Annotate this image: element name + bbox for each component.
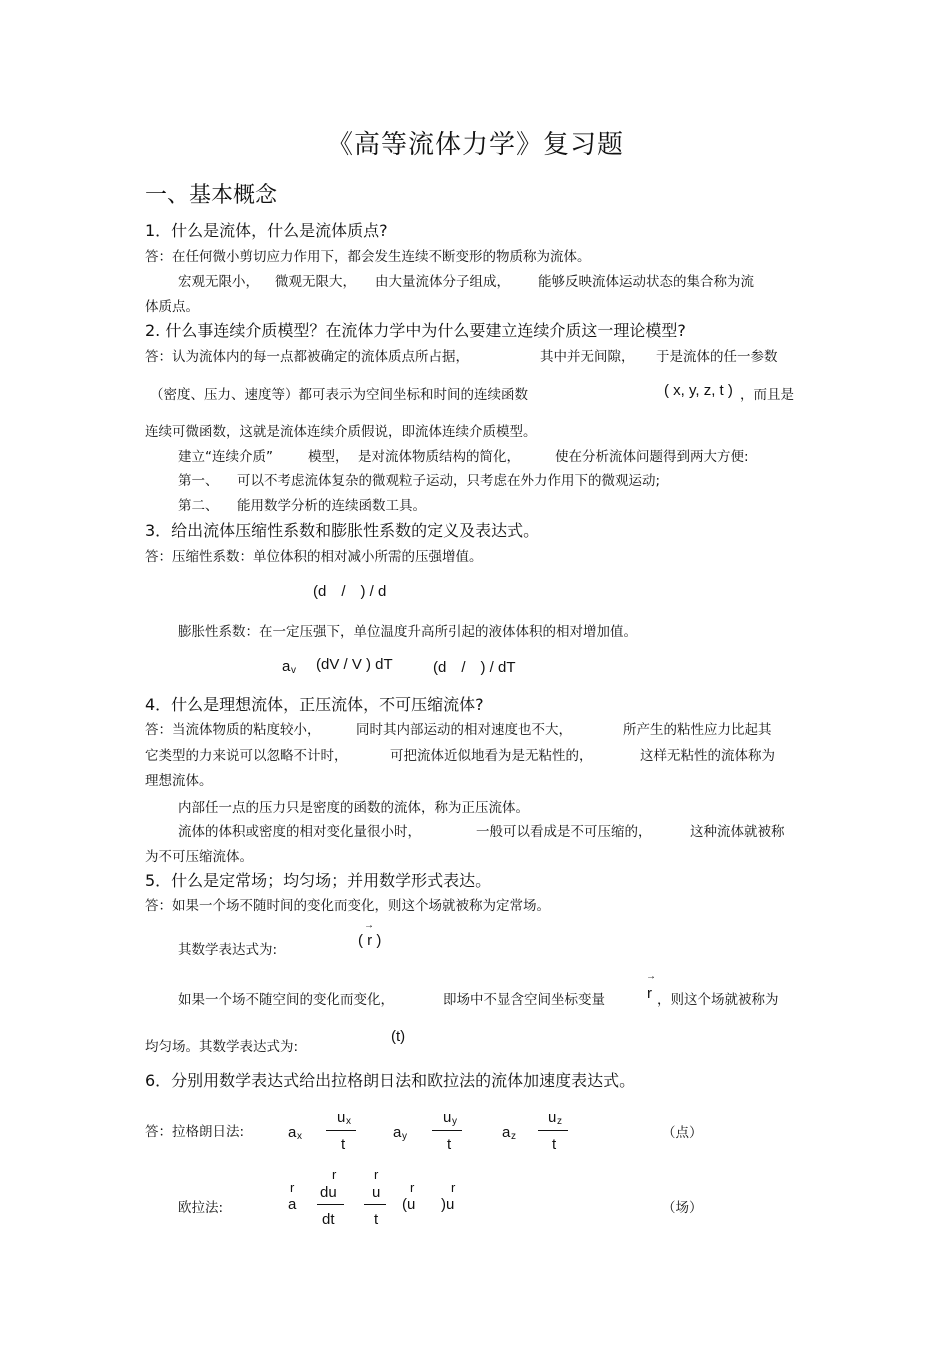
vector-arrow-icon: → (364, 920, 374, 931)
du-numerator: du (320, 1184, 337, 1201)
answer-1-line-2b: 微观无限大， (275, 274, 356, 290)
fraction-bar (432, 1130, 462, 1131)
answer-2-line-1b: 其中并无间隙， (540, 349, 635, 365)
uy-numerator: u (443, 1109, 452, 1126)
t-denominator: t (374, 1211, 379, 1228)
question-4: 4．什么是理想流体，正压流体，不可压缩流体? (145, 695, 484, 714)
field-label: （场） (662, 1200, 703, 1216)
formula-xyzt: ( x, y, z, t ) (664, 382, 733, 399)
vector-mark: r (451, 1180, 456, 1195)
ay-symbol: a (393, 1124, 402, 1141)
question-3: 3．给出流体压缩性系数和膨胀性系数的定义及表达式。 (145, 521, 540, 540)
answer-3-line-1: 答：压缩性系数：单位体积的相对减小所需的压强增值。 (145, 549, 483, 565)
formula-expansion-a: a (282, 658, 291, 675)
answer-4-line-2b: 可把流体近似地看为是无粘性的， (390, 748, 593, 764)
variable-r: r (647, 985, 652, 1002)
answer-2-line-6a: 第二、 (178, 498, 219, 514)
t-denominator: t (341, 1136, 346, 1153)
u-numerator: u (372, 1184, 381, 1201)
question-6: 6．分别用数学表达式给出拉格朗日法和欧拉法的流体加速度表达式。 (145, 1071, 636, 1090)
answer-4-line-3: 理想流体。 (145, 773, 213, 789)
acceleration-symbol: a (288, 1196, 297, 1213)
fraction-bar (364, 1204, 386, 1205)
answer-4-line-2a: 它类型的力来说可以忽略不计时， (145, 748, 348, 764)
fraction-bar (326, 1130, 356, 1131)
ux-subscript: x (346, 1116, 351, 1127)
fraction-bar (538, 1130, 568, 1131)
lagrange-label: 答：拉格朗日法: (145, 1124, 245, 1140)
answer-5-line-2: 其数学表达式为: (178, 942, 278, 958)
answer-2-line-4a: 建立“连续介质” (178, 449, 273, 465)
answer-1-line-2d: 能够反映流体运动状态的集合称为流 (538, 274, 754, 290)
answer-2-line-4b: 模型， (308, 449, 349, 465)
vector-arrow-icon: → (646, 971, 656, 982)
question-1: 1．什么是流体，什么是流体质点? (145, 221, 388, 240)
ax-symbol: a (288, 1124, 297, 1141)
uy-subscript: y (452, 1116, 457, 1127)
answer-4-line-4: 内部任一点的压力只是密度的函数的流体，称为正压流体。 (178, 800, 529, 816)
section-heading: 一、基本概念 (145, 183, 278, 208)
answer-1-line-2c: 由大量流体分子组成， (375, 274, 510, 290)
vector-mark: r (290, 1180, 295, 1195)
answer-4-line-6: 为不可压缩流体。 (145, 849, 253, 865)
formula-uniform-field: (t) (391, 1028, 406, 1045)
answer-1-line-3: 体质点。 (145, 299, 199, 315)
u-close: )u (441, 1196, 455, 1213)
question-5: 5．什么是定常场；均匀场；并用数学形式表达。 (145, 871, 492, 890)
answer-4-line-5c: 这种流体就被称 (690, 824, 785, 840)
uz-subscript: z (557, 1116, 562, 1127)
answer-4-line-5a: 流体的体积或密度的相对变化量很小时， (178, 824, 421, 840)
az-subscript: z (511, 1131, 516, 1142)
answer-4-line-1c: 所产生的粘性应力比起其 (623, 722, 772, 738)
az-symbol: a (502, 1124, 511, 1141)
answer-5-line-1: 答：如果一个场不随时间的变化而变化，则这个场就被称为定常场。 (145, 898, 550, 914)
answer-2-line-2c: ，而且是 (740, 387, 794, 403)
vector-mark: r (410, 1180, 415, 1195)
answer-4-line-5b: 一般可以看成是不可压缩的， (476, 824, 652, 840)
ax-subscript: x (297, 1131, 302, 1142)
formula-expansion-b: (dV / V ) dT (316, 656, 393, 673)
fraction-bar (317, 1204, 344, 1205)
answer-2-line-5b: 可以不考虑流体复杂的微观粒子运动，只考虑在外力作用下的微观运动; (237, 473, 661, 489)
answer-1-line-1: 答：在任何微小剪切应力作用下，都会发生连续不断变形的物质称为流体。 (145, 249, 591, 265)
vector-mark: r (374, 1167, 379, 1182)
answer-4-line-1a: 答：当流体物质的粘度较小， (145, 722, 321, 738)
answer-5-line-4: 均匀场。其数学表达式为: (145, 1039, 299, 1055)
point-label: （点） (662, 1125, 703, 1141)
answer-2-line-3: 连续可微函数，这就是流体连续介质假说，即流体连续介质模型。 (145, 424, 537, 440)
answer-2-line-2a: （密度、压力、速度等）都可表示为空间坐标和时间的连续函数 (150, 387, 528, 403)
formula-steady-field: ( r ) (358, 932, 382, 949)
question-2: 2. 什么事连续介质模型？在流体力学中为什么要建立连续介质这一理论模型? (145, 321, 686, 340)
page-title: 《高等流体力学》复习题 (327, 130, 625, 160)
formula-expansion-sub: v (291, 665, 296, 676)
ay-subscript: y (402, 1131, 407, 1142)
answer-2-line-6b: 能用数学分析的连续函数工具。 (237, 498, 426, 514)
t-denominator: t (552, 1136, 557, 1153)
answer-5-line-3a: 如果一个场不随空间的变化而变化， (178, 992, 394, 1008)
formula-compressibility: (d / ) / d (313, 583, 387, 600)
answer-2-line-1c: 于是流体的任一参数 (656, 349, 778, 365)
answer-2-line-5a: 第一、 (178, 473, 219, 489)
euler-label: 欧拉法: (178, 1200, 224, 1216)
formula-expansion-c: (d / ) / dT (433, 659, 516, 676)
vector-mark: r (332, 1167, 337, 1182)
answer-5-line-3c: ，则这个场就被称为 (657, 992, 779, 1008)
answer-5-line-3b: 即场中不显含空间坐标变量 (443, 992, 605, 1008)
uz-numerator: u (548, 1109, 557, 1126)
answer-1-line-2a: 宏观无限小， (178, 274, 259, 290)
answer-4-line-2c: 这样无粘性的流体称为 (640, 748, 775, 764)
answer-2-line-4d: 使在分析流体问题得到两大方便: (555, 449, 749, 465)
t-denominator: t (447, 1136, 452, 1153)
answer-2-line-1a: 答：认为流体内的每一点都被确定的流体质点所占据， (145, 349, 469, 365)
dt-denominator: dt (322, 1211, 335, 1228)
ux-numerator: u (337, 1109, 346, 1126)
answer-4-line-1b: 同时其内部运动的相对速度也不大， (356, 722, 572, 738)
u-open: (u (402, 1196, 416, 1213)
answer-2-line-4c: 是对流体物质结构的简化， (358, 449, 520, 465)
answer-3-line-2: 膨胀性系数：在一定压强下，单位温度升高所引起的液体体积的相对增加值。 (178, 624, 637, 640)
